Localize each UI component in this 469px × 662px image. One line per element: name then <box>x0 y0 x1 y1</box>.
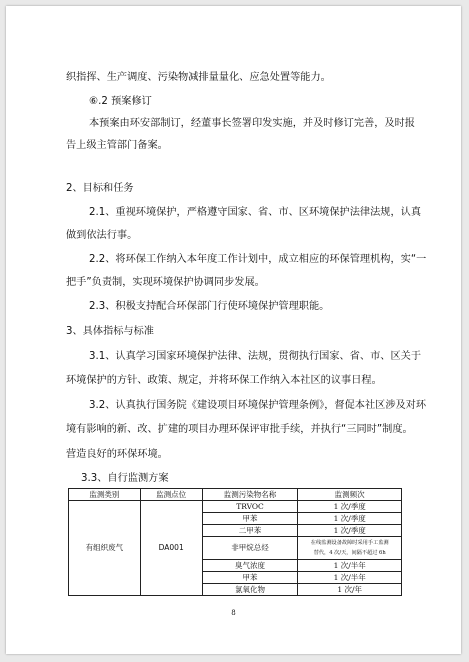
cell-pollutant: 甲苯 <box>202 572 298 584</box>
header-category: 监测类别 <box>69 489 141 501</box>
cell-frequency: 1 次/季度 <box>298 525 402 537</box>
cell-point: DA001 <box>140 501 202 596</box>
cell-frequency <box>298 537 402 560</box>
cell-pollutant: 臭气浓度 <box>202 560 298 572</box>
cell-category: 有组织废气 <box>69 501 141 596</box>
page-number: 8 <box>231 609 236 617</box>
cell-frequency: 1 次/季度 <box>298 501 402 513</box>
text-line: 告上级主管部门备案。 <box>66 140 168 151</box>
cell-frequency: 1 次/半年 <box>298 560 402 572</box>
cell-pollutant: TRVOC <box>202 501 298 513</box>
text-line: 2.3、积极支持配合环保部门行使环境保护管理职能。 <box>89 301 330 312</box>
cell-frequency: 1 次/半年 <box>298 572 402 584</box>
frequency-note-line1: 在线监测设备故障时采用手工监测 <box>310 540 389 546</box>
cell-pollutant: 二甲苯 <box>202 525 298 537</box>
table-caption: 3.3、自行监测方案 <box>81 473 169 484</box>
monitoring-table <box>68 488 402 596</box>
cell-pollutant: 氯氧化物 <box>202 584 298 596</box>
header-point: 监测点位 <box>140 489 202 501</box>
cell-frequency: 1 次/季度 <box>298 513 402 525</box>
table-row <box>69 501 402 513</box>
frequency-note-line2: 替代，4 次/天，间隔不超过 6h <box>313 550 386 556</box>
text-line: 3.2、认真执行国务院《建设项目环境保护管理条例》，督促本社区涉及对环 <box>89 400 427 411</box>
header-pollutant: 监测污染物名称 <box>202 489 298 501</box>
text-line: 把手”负责制，实现环境保护协调同步发展。 <box>66 277 265 288</box>
text-line: 环境保护的方针、政策、规定，并将环保工作纳入本社区的议事日程。 <box>66 375 382 386</box>
table-header-row <box>69 489 402 501</box>
cell-pollutant: 甲苯 <box>202 513 298 525</box>
section-heading: 2、目标和任务 <box>66 183 134 194</box>
cell-frequency: 1 次/年 <box>298 584 402 596</box>
text-line: 境有影响的新、改、扩建的项目办理环保评审批手续，并执行“三同时”制度。 <box>66 424 413 435</box>
text-line: 营造良好的环保环境。 <box>66 449 168 460</box>
text-line: 3.1、认真学习国家环境保护法律、法规，贯彻执行国家、省、市、区关于 <box>89 351 422 362</box>
text-line: 2.2、将环保工作纳入本年度工作计划中，成立相应的环保管理机构，实“一 <box>89 254 427 265</box>
header-frequency: 监测频次 <box>298 489 402 501</box>
section-heading: ⑥.2 预案修订 <box>89 96 152 107</box>
document-page <box>6 6 461 654</box>
text-line: 本预案由环安部制订，经董事长签署印发实施，并及时修订完善，及时报 <box>89 118 415 129</box>
section-heading: 3、具体指标与标准 <box>66 326 154 337</box>
text-line: 做到依法行事。 <box>66 230 138 241</box>
cell-pollutant: 非甲烷总烃 <box>202 537 298 560</box>
text-line: 织指挥、生产调度、污染物减排量量化、应急处置等能力。 <box>66 72 331 83</box>
text-line: 2.1、重视环境保护，严格遵守国家、省、市、区环境保护法律法规，认真 <box>89 207 422 218</box>
